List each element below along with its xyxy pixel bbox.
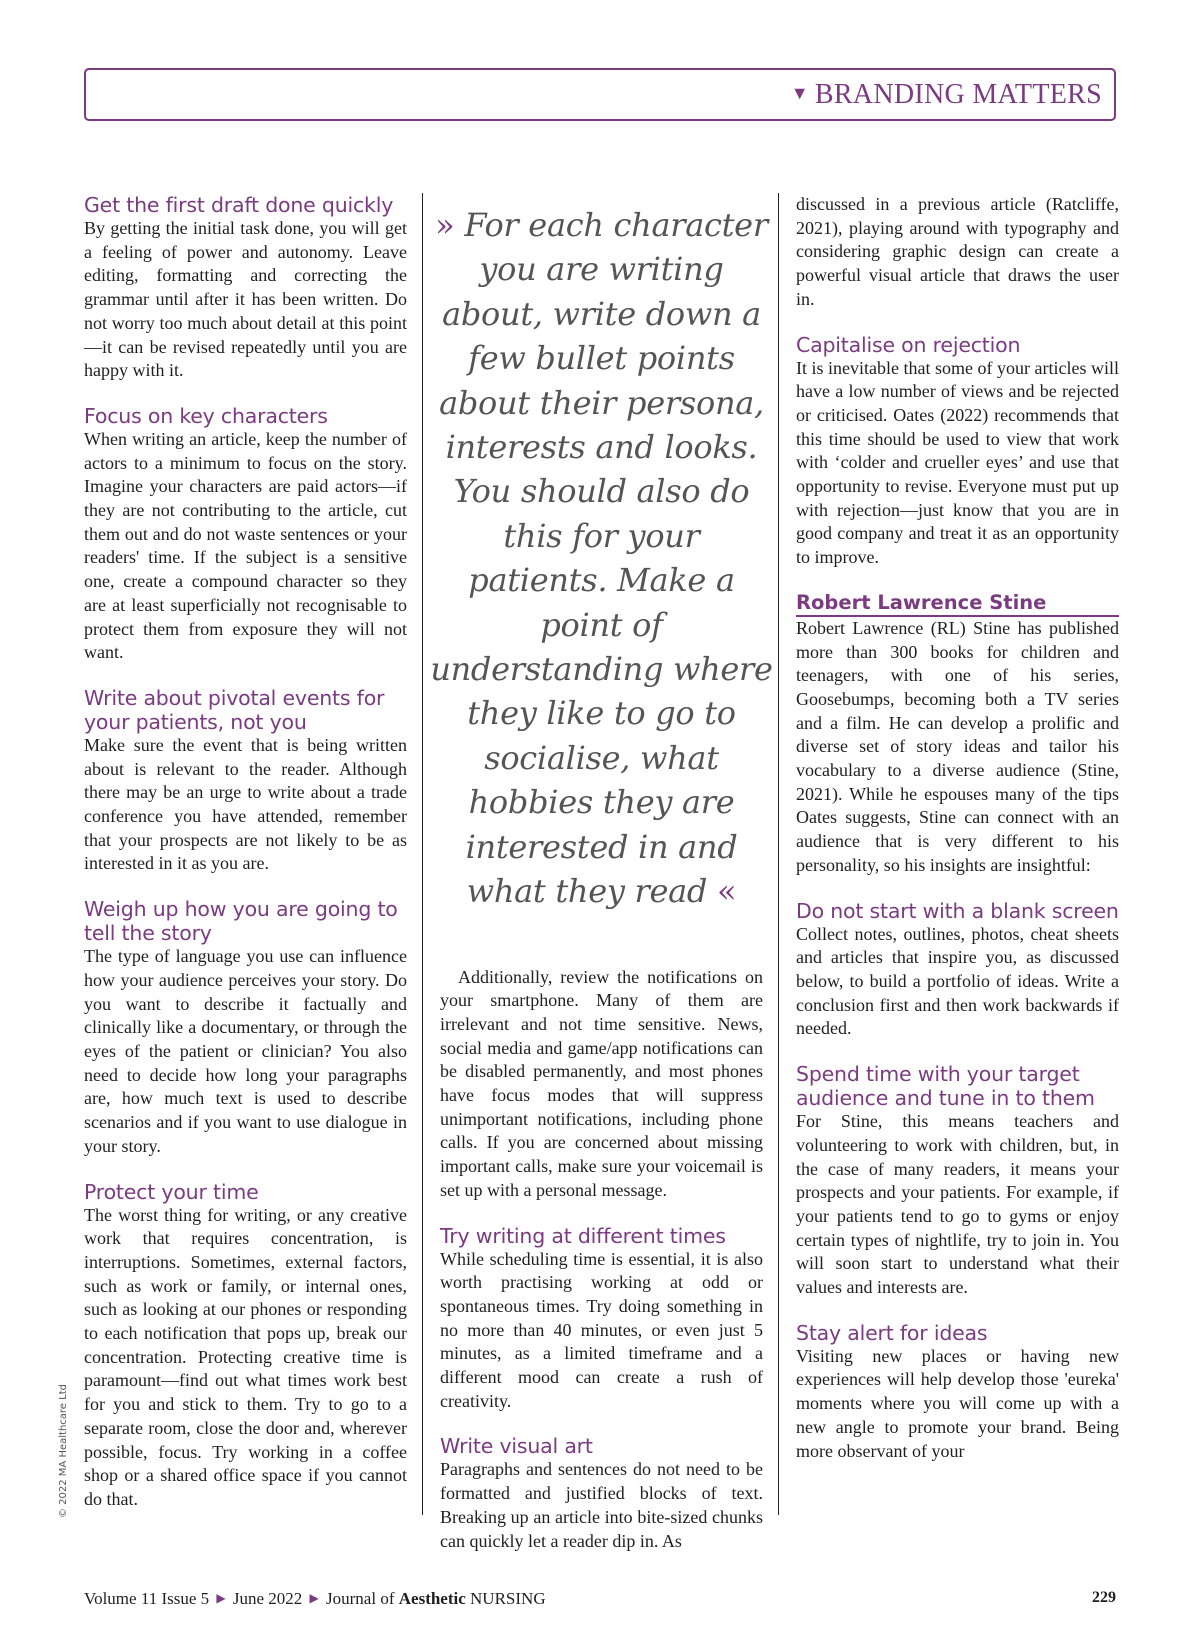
footer-date: June 2022 [232,1589,303,1608]
section-heading: Stay alert for ideas [796,1320,988,1345]
footer-journal-suffix: NURSING [470,1589,546,1608]
bio-title: Robert Lawrence Stine [796,591,1119,617]
section-heading: Do not start with a blank screen [796,898,1119,923]
section-heading: Get the first draft done quickly [84,193,394,217]
section-body: Make sure the event that is being written about is relevant to the reader. Although there may be an urge to write about a trade conference you have attended, remember that your prospects are not likely to be as interested in it as you are. [84,734,407,874]
section-body: Visiting new places or having new experiences will help develop those 'eureka' moments where you will come up with a new angle to promote your brand. Being more observant of your [796,1345,1119,1461]
section-body: The worst thing for writing, or any creative work that requires concentration, is interruptions. Sometimes, external factors, such as work or family, or internal ones, such as looking at our phones or responding to each notification that pops up, break our concentration. Protecting creative time is paramount—find out what times work best for you and stick to them. Try to go to a separate room, close the door and, wherever possible, focus. Try working in a coffee shop or a shared office space if you cannot do that. [84,1204,407,1509]
footer-citation [84,1589,546,1609]
column-divider-1 [422,193,423,1515]
section-body: Collect notes, outlines, photos, cheat sheets and articles that inspire you, as discussed below, to build a portfolio of ideas. Write a conclusion first and then work backwards if needed. [796,923,1119,1039]
bio-body: Robert Lawrence (RL) Stine has published more than 300 books for children and teenagers, with one of his series, Goosebumps, becoming both a TV series and a film. He can develop a prolific and diverse set of story ideas and tailor his vocabulary to a diverse audience (Stine, 2021). While he espouses many of the tips Oates suggests, Stine can connect with an audience that is very different to his personality, so his insights are insightful: [796,617,1119,875]
section-body: By getting the initial task done, you will get a feeling of power and autonomy. Leave editing, formatting and correcting the grammar until after it has been written. Do not worry too much about detail at this point—it can be revised repeatedly until you are happy with it. [84,218,407,381]
section-heading: Weigh up how you are going to tell the story [84,897,398,946]
section-heading: Write about pivotal events for your patients, not you [84,685,385,734]
section-heading: Focus on key characters [84,403,328,428]
section-body: Paragraphs and sentences do not need to be formatted and justified blocks of text. Breaking up an article into bite-sized chunks can quickly let a reader dip in. As [440,1459,763,1551]
section-body: For Stine, this means teachers and volunteering to work with children, but, in the case of many readers, it means your prospects and your patients. For example, if your patients tend to go to gyms or enjoy certain types of nightlife, try to join in. You will soon start to understand what their values and interests are. [796,1111,1119,1298]
pull-quote [430,203,773,914]
footer-journal-prefix: Journal of [326,1589,395,1608]
section-title: ▼ BRANDING MATTERS [790,79,1102,110]
triangle-right-icon: ▶ [216,1591,226,1605]
page-number: 229 [1092,1589,1116,1606]
continued-paragraph: discussed in a previous article (Ratcliffe, 2021), playing around with typography and considering graphic design can create a powerful visual article that draws the user in. [796,194,1119,309]
section-heading: Protect your time [84,1179,259,1204]
pull-quote-text: For each character you are writing about, write down a few bullet points about their persona, interests and looks. You should also do this for your patients. Make a point of understanding where they like to go to socialise, what hobbies they are interested in and what they read [430,206,773,911]
body-paragraph: Additionally, review the notifications on your smartphone. Many of them are irrelevant and not time sensitive. News, social media and game/app notifications can be disabled permanently, and most phones have focus modes that will suppress unimportant notifications, including phone calls. If you are concerned about missing important calls, make sure your voicemail is set up with a personal message. [440,966,763,1200]
column-divider-2 [778,193,779,1515]
triangle-right-icon: ▶ [309,1591,319,1605]
left-column [84,193,407,1512]
section-heading: Capitalise on rejection [796,332,1021,357]
footer-volume: Volume 11 Issue 5 [84,1589,210,1608]
section-body: When writing an article, keep the number of actors to a minimum to focus on the story. Imagine your characters are paid actors—if they are not contributing to the article, cut them out and do not waste sentences or your readers' time. If the subject is a sensitive one, create a compound character so they are at least superficially not recognisable to protect them from exposure they will not want. [84,428,407,663]
section-body: The type of language you use can influence how your audience perceives your story. Do you want to describe it factually and clinically like a documentary, or through the eyes of the patient or clinician? You also need to decide how long your paragraphs are, how much text is used to describe scenarios and if you want to use dialogue in your story. [84,946,407,1156]
quote-open-mark: » [435,206,455,244]
triangle-down-icon: ▼ [790,83,809,103]
section-body: While scheduling time is essential, it is also worth practising working at odd or spontaneous times. Try doing something in no more than 40 minutes, or even just 5 minutes, as a limited timeframe and a different mood can create a rush of creativity. [440,1248,763,1411]
section-header [84,68,1116,121]
section-heading: Spend time with your target audience and tune in to them [796,1062,1095,1111]
section-heading: Try writing at different times [440,1223,726,1248]
copyright-notice: © 2022 MA Healthcare Ltd [58,1384,69,1518]
section-body: It is inevitable that some of your articles will have a low number of views and be rejected or criticised. Oates (2022) recommends that this time should be used to view that work with ‘colder and crueller eyes’ and use that opportunity to revise. Everyone must put up with rejection—just know that you are in good company and treat it as an opportunity to improve. [796,357,1119,568]
footer-journal-bold: Aesthetic [398,1589,466,1608]
quote-close-mark: « [716,872,737,911]
middle-column [430,193,773,1553]
section-heading: Write visual art [440,1434,593,1459]
right-column [796,193,1119,1463]
